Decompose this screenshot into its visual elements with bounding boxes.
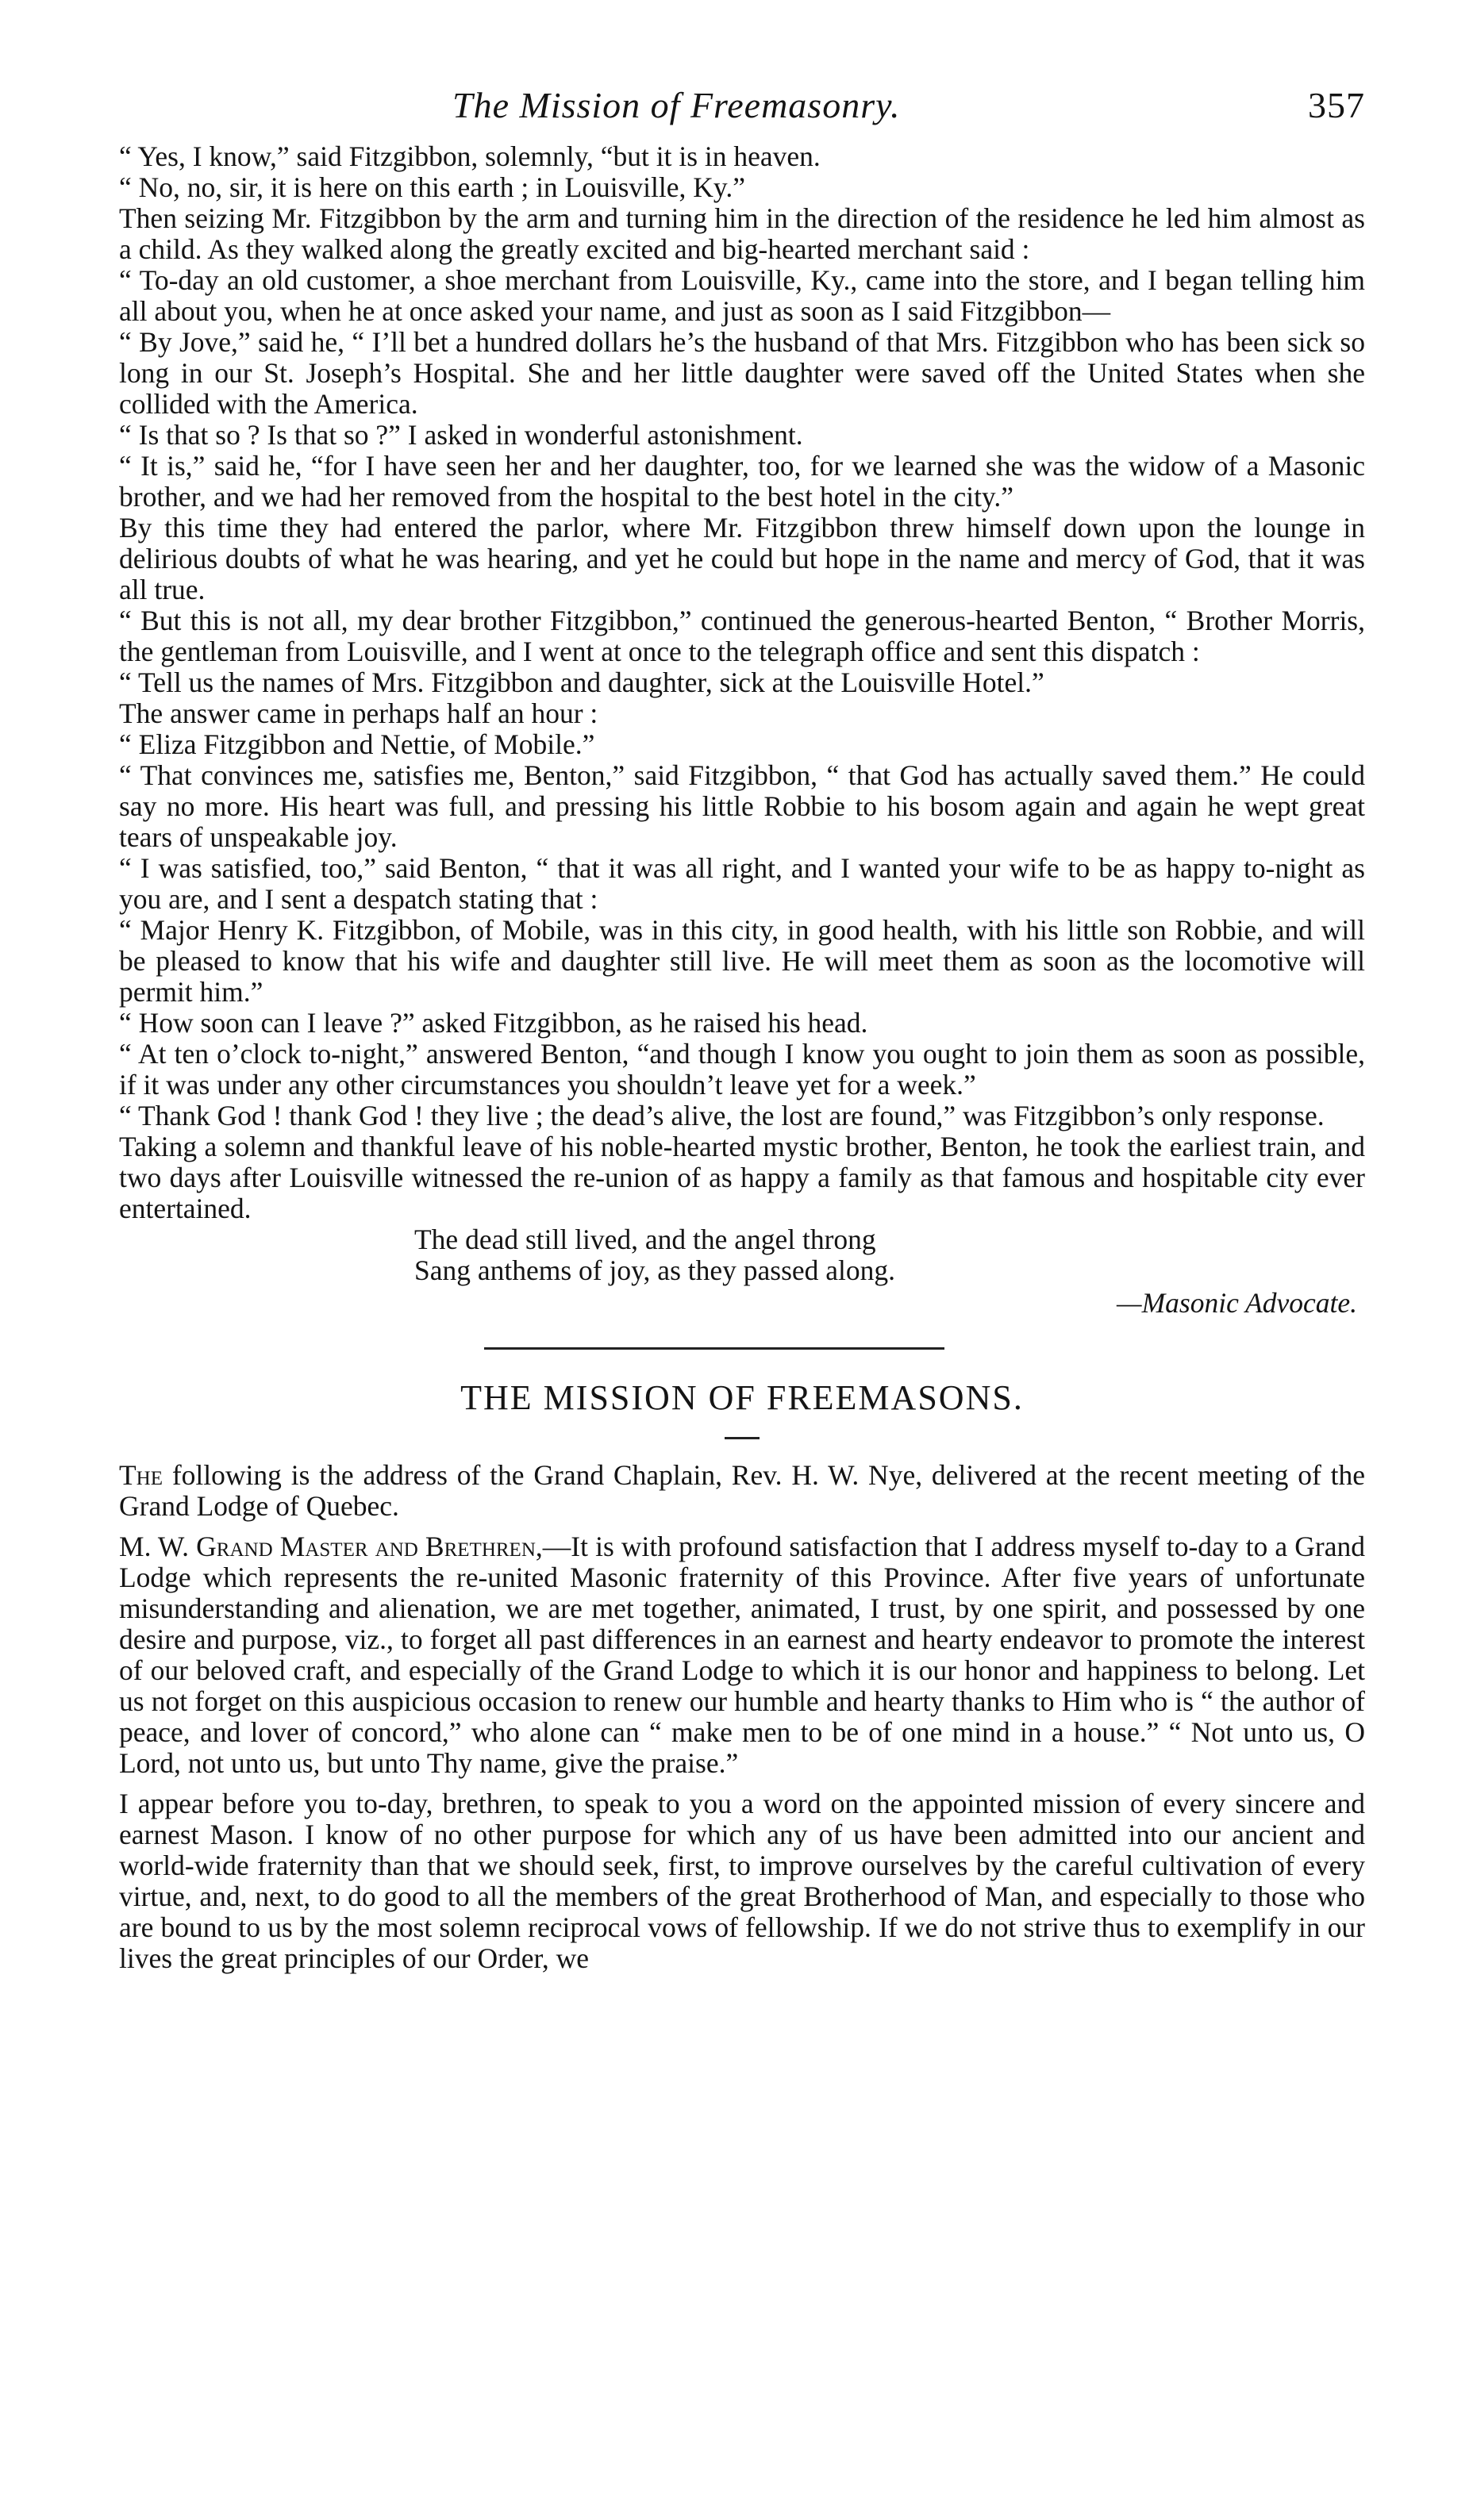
story-paragraph: The answer came in perhaps half an hour : bbox=[119, 697, 598, 729]
story-paragraph: “ Yes, I know,” said Fitzgibbon, solemnly, “but it is in heaven. bbox=[119, 140, 821, 172]
page bbox=[119, 79, 1365, 1974]
intro-lead-word: The bbox=[119, 1459, 163, 1491]
running-title: The Mission of Freemasonry. bbox=[452, 85, 901, 125]
verse-line: Sang anthems of joy, as they passed along. bbox=[414, 1254, 896, 1286]
story-paragraph: “ Eliza Fitzgibbon and Nettie, of Mobile.” bbox=[119, 728, 595, 760]
story-paragraph: “ That convinces me, satisfies me, Benton,” said Fitzgibbon, “ that God has actually saved them.” He could say no more. His heart was full, and pressing his little Robbie to his bosom again and again he wept great tears of unspeakable joy. bbox=[119, 759, 1365, 853]
story-paragraph: “ Thank God ! thank God ! they live ; the dead’s alive, the lost are found,” was Fitzgibbon’s only response. bbox=[119, 1100, 1325, 1131]
story-paragraph: “ Is that so ? Is that so ?” I asked in wonderful astonishment. bbox=[119, 419, 803, 451]
story-paragraph: “ Major Henry K. Fitzgibbon, of Mobile, was in this city, in good health, with his little son Robbie, and will be pleased to know that his wife and daughter still live. He will meet them as soon as the locomotive will permit him.” bbox=[119, 914, 1365, 1008]
article-intro bbox=[119, 1460, 1365, 1522]
story-paragraph: By this time they had entered the parlor, where Mr. Fitzgibbon threw himself down upon the lounge in delirious doubts of what he was hearing, and yet he could but hope in the name and mercy of God, that it was all true. bbox=[119, 512, 1365, 605]
story-paragraph: Taking a solemn and thankful leave of his noble-hearted mystic brother, Benton, he took the earliest train, and two days after Louisville witnessed the re-union of as happy a family as that famous and hospitable city ever entertained. bbox=[119, 1131, 1365, 1224]
verse-block bbox=[119, 1224, 1365, 1286]
article-text bbox=[119, 1460, 1365, 1974]
page-number: 357 bbox=[1308, 85, 1365, 125]
intro-text: following is the address of the Grand Chaplain, Rev. H. W. Nye, delivered at the recent meeting of the Grand Lodge of Quebec. bbox=[119, 1459, 1365, 1522]
story-text bbox=[119, 141, 1365, 1224]
article-paragraph bbox=[119, 1531, 1365, 1779]
verse-line: The dead still lived, and the angel throng bbox=[414, 1224, 876, 1255]
paragraph-text: —It is with profound satisfaction that I address myself to-day to a Grand Lodge which represents the re-united Masonic fraternity of this Province. After five years of unfortunate misunderstanding and alienation, we are met together, animated, I trust, by one spirit, and possessed by one desire and purpose, viz., to forget all past differences in an earnest and hearty endeavor to promote the interest of our beloved craft, and especially of the Grand Lodge to which it is our honor and happiness to belong. Let us not forget on this auspicious occasion to renew our humble and hearty thanks to Him who is “ the author of peace, and lover of concord,” who alone can “ make men to be of one mind in a house.” “ Not unto us, O Lord, not unto us, but unto Thy name, give the praise.” bbox=[119, 1531, 1365, 1779]
story-paragraph: “ How soon can I leave ?” asked Fitzgibbon, as he raised his head. bbox=[119, 1007, 868, 1039]
story-paragraph: “ But this is not all, my dear brother Fitzgibbon,” continued the generous-hearted Benton, “ Brother Morris, the gentleman from Louisville, and I went at once to the telegraph office and sent this dispatch : bbox=[119, 605, 1365, 667]
story-paragraph: Then seizing Mr. Fitzgibbon by the arm and turning him in the direction of the residence he led him almost as a child. As they walked along the greatly excited and big-hearted merchant said : bbox=[119, 202, 1365, 265]
story-paragraph: “ Tell us the names of Mrs. Fitzgibbon and daughter, sick at the Louisville Hotel.” bbox=[119, 666, 1044, 698]
attribution: —Masonic Advocate. bbox=[1117, 1287, 1357, 1319]
story-paragraph: “ By Jove,” said he, “ I’ll bet a hundred dollars he’s the husband of that Mrs. Fitzgibbon who has been sick so long in our St. Joseph’s Hospital. She and her little daughter were saved off the United States when she collided with the America. bbox=[119, 326, 1365, 420]
story-paragraph: “ I was satisfied, too,” said Benton, “ that it was all right, and I wanted your wife to be as happy to-night as you are, and I sent a despatch stating that : bbox=[119, 852, 1365, 915]
story-paragraph: “ No, no, sir, it is here on this earth ; in Louisville, Ky.” bbox=[119, 171, 745, 203]
section-title: THE MISSION OF FREEMASONS. bbox=[460, 1378, 1024, 1417]
title-underline bbox=[725, 1437, 760, 1439]
section-divider bbox=[484, 1347, 944, 1350]
salutation: M. W. Grand Master and Brethren, bbox=[119, 1531, 543, 1562]
running-head bbox=[119, 79, 1365, 141]
article-paragraph: I appear before you to-day, brethren, to speak to you a word on the appointed mission of every sincere and earnest Mason. I know of no other purpose for which any of us have been admitted into our ancient and world-wide fraternity than that we should seek, first, to improve ourselves by the careful cultivation of every virtue, and, next, to do good to all the members of the great Brotherhood of Man, and especially to those who are bound to us by the most solemn reciprocal vows of fellowship. If we do not strive thus to exemplify in our lives the great principles of our Order, we bbox=[119, 1788, 1365, 1974]
story-paragraph: “ To-day an old customer, a shoe merchant from Louisville, Ky., came into the store, and I began telling him all about you, when he at once asked your name, and just as soon as I said Fitzgibbon— bbox=[119, 264, 1365, 327]
story-paragraph: “ At ten o’clock to-night,” answered Benton, “and though I know you ought to join them as soon as possible, if it was under any other circumstances you shouldn’t leave yet for a week.” bbox=[119, 1038, 1365, 1101]
story-paragraph: “ It is,” said he, “for I have seen her and her daughter, too, for we learned she was the widow of a Masonic brother, and we had her removed from the hospital to the best hotel in the city.” bbox=[119, 450, 1365, 513]
